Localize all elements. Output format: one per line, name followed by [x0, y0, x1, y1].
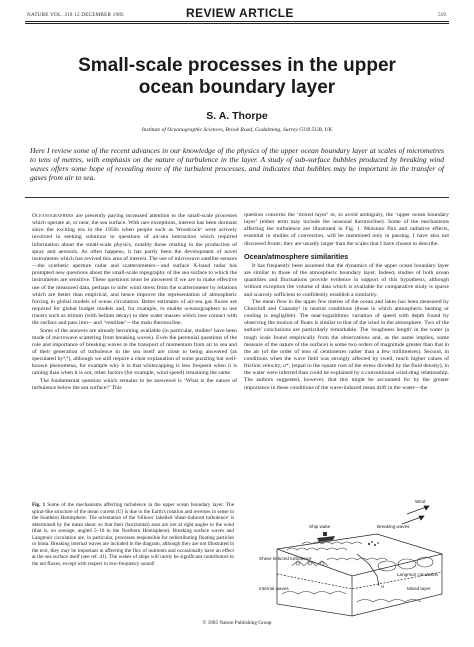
label-ship-wake: Ship wake — [309, 524, 331, 529]
wind-arrows — [402, 506, 429, 524]
caption-label: Fig. 1 — [32, 502, 46, 508]
caption-text: Some of the mechanisms affecting turbulence in the upper ocean boundary layer. The spiral-like structure of the mean current (U) is due to the Earth's rotation and reverses in sense in the Southern Hemisphere. The orientation of the 'billows' labelled 'shear-induced turbulence' is determined by the mean shear, so that their (horizontal) axes are not at right angles to the wind (that is, on average, angled 5–10 in the Northern Hemisphere). Breaking surface waves and Langmuir circulation are, in particular, processes responsible for redistributing floating particles or biota. Breaking internal waves are included in the diagram, although they are not illustrated in the text, they may be important in affecting the flux of nutrients and occasionally have an effect at the sea surface itself (see ref. 41). The wakes of ships will rarely be significant contributors to the net fluxes, except with respect to low-frequency sound! — [32, 502, 234, 567]
abstract: Here I review some of the recent advances in our knowledge of the physics of the upper ocean boundary layer at scales of micrometres to tens of metres, with emphasis on the nature of turbulence in the layer. A study of sub-surface bubbles produced by breaking wind waves offers some hope of revealing more of the turbulent processes, and indicates that bubbles may be important in the transfer of gases from air to sea. — [30, 146, 444, 183]
article-author: S. A. Thorpe — [206, 110, 268, 122]
label-langmuir: Langmuir circulation — [397, 572, 439, 577]
lead-word: Oceanographers — [32, 213, 74, 219]
section-heading: REVIEW ARTICLE — [186, 6, 294, 20]
section-title: Ocean/atmosphere similarities — [244, 251, 349, 261]
paragraph-intro — [32, 213, 237, 328]
label-shear: Shear-induced turbulence — [259, 556, 312, 561]
paragraph: question concerns the ‘mixed layer’ or, to avoid ambiguity, the ‘upper ocean boundary layer’ (either term may include the seasonal thermocline). Some of the mechanisms affecting the turbulence are illustrated in Fig. 1. Moisture flux and radiative effects, essential in studies of convection, will be mentioned only in passing. I have also not discussed fronts; they are usually larger than the scales that I have chosen to describe. — [244, 212, 449, 247]
abstract-separator — [25, 197, 449, 198]
figure-1-diagram — [257, 494, 452, 619]
page-number: 519 — [438, 12, 446, 18]
label-wind: Wind — [415, 499, 426, 504]
paragraph: The fundamental question which remains to be answered is ‘What is the nature of turbulence below the sea surface?’ This — [32, 377, 237, 391]
paragraph-text: are presently paying increased attention to the small-scale processes which operate at, or near, the sea surface. With rare exceptions, interest has been dormant since the exciting era in the 1950s when people such as Woodcock¹ were actively involved in seeking solutions to questions of air-sea interaction which required information about the small-scale physics, notably those relating to the production of spray and aerosols. As often happens, it has partly been the development of novel instruments which has revived this area of interest. The use of microwave satellite sensors—the synthetic aperture radar and scatterometers—and surface X-band radar has prompted new questions about the small-scale topography of the sea surface to which the instruments are sensitive. These questions must be answered if we are to make effective use of the measured data, perhaps to infer wind stress from the scatterometer by relations which are better than empirical, and hence improve the representation of atmospheric forcing in global models of ocean circulation. Better estimates of air-sea gas fluxes are required for global budget models and, for example, to enable oceanographers to use tracers such as tritium (with helium decay) to date water masses which lose contact with the surface and pass into—and ‘ventilate’—the main thermocline. — [32, 213, 237, 327]
internal-waves — [282, 592, 421, 603]
label-mixed-layer: Mixed layer — [407, 586, 431, 591]
label-current: U — [381, 584, 385, 589]
breaking-wave-foam — [368, 541, 379, 546]
label-internal-waves: Internal waves — [259, 586, 289, 591]
left-column — [32, 213, 237, 392]
side-face — [352, 554, 442, 616]
article-title: Small-scale processes in the upper ocean boundary layer — [78, 55, 396, 98]
right-column — [244, 212, 449, 392]
author-affiliation: Institute of Oceanographic Sciences, Brook Road, Godalming, Surrey GU8 5UB, UK — [141, 127, 333, 133]
paragraph: The mean flow in the upper few metres of the ocean and lakes has been measured by Churchill and Csanady⁵ in neutral conditions (those in which atmospheric heating or cooling is negligible). The near-logarithmic variation of speed with depth found by observing the motion of floats is similar to that of the wind in the atmosphere. Two of the authors' conclusions are particularly remarkable. The 'roughness length' in the water (a tough scale found empirically from the observations and, as the name implies, some measure of the nature of the surface) is some two orders of magnitude greater than that in the air (of the order of tens of centimetres rather than a few millimetres). Second, in conditions when the wave field was strongly affected by swell, much higher values of friction velocity, u*, (equal to the square root of the stress divided by the fluid density), in the water were inferred than could be explained by a conventional wind-drag relationship. The authors suggested, however, that this might be accounted for by the greater importance in these conditions of the wave-induced mean drift in the water—the — [244, 298, 449, 391]
journal-line: NATURE VOL. 318 12 DECEMBER 1985 — [27, 12, 124, 18]
label-breaking-waves: Breaking waves — [377, 524, 410, 529]
header-rule — [25, 21, 449, 22]
figure-caption — [32, 502, 234, 567]
copyright-footer: © 1985 Nature Publishing Group — [202, 620, 272, 626]
paragraph: It has frequently been assumed that the dynamics of the upper ocean boundary layer are similar to those of the atmospheric boundary layer. Indeed, studies of both ocean quantities and fluctuations provide evidence in support of this hypothesis, although without exception the volume of data which is available for comparative study is sparse and scarcely sufficient to confidently establish a similarity. — [244, 262, 449, 298]
paragraph: Some of the answers are already becoming available (in particular, studies² have been made of microwave scattering from breaking waves). Even the perennial questions of the role and importance of breaking waves in the transport of momentum from air to sea and of their generation of turbulence in the sea itself are close to being answered (as speculated by³,⁴), although we still require a clear explanation of some puzzling but well-known phenomena, for example why it is that whitecapping is less frequent when it is raining than when it is not, other factors (for example, wind speed) remaining the same. — [32, 327, 237, 377]
header-rule-thin — [25, 23, 449, 24]
sea-surface-plane — [277, 534, 442, 576]
